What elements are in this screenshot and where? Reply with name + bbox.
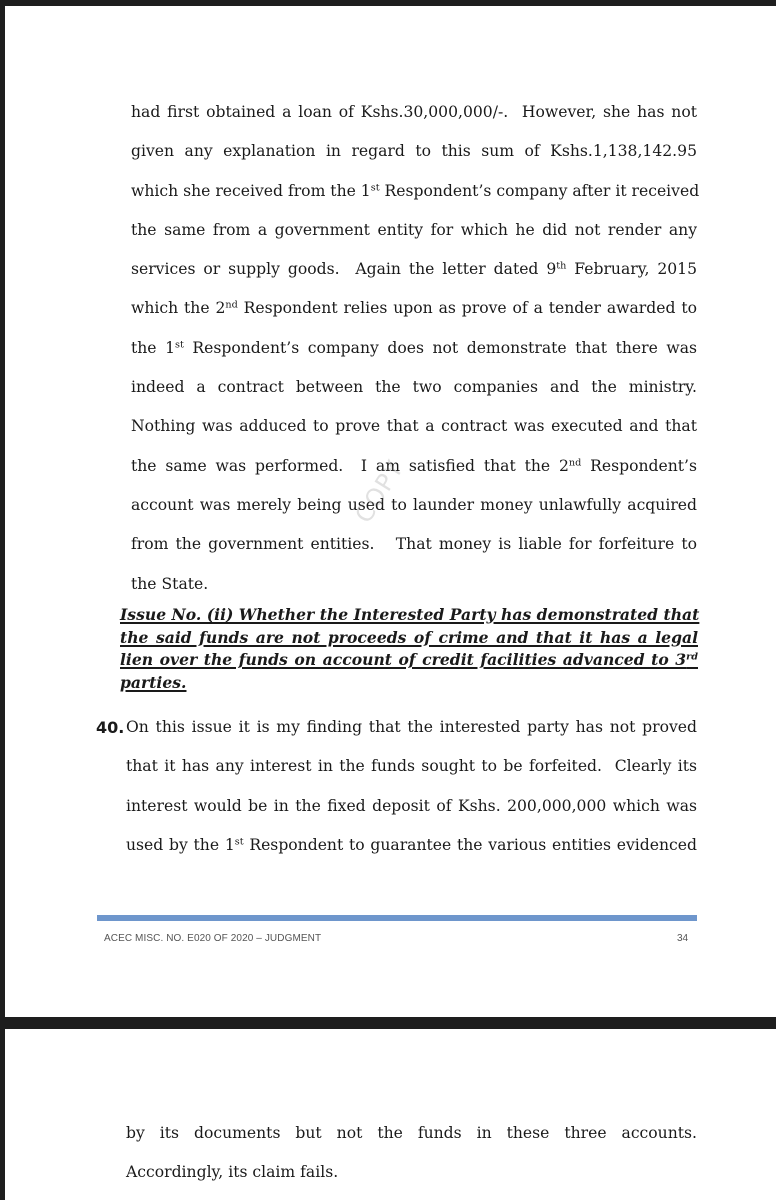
text-segment: Nothing was adduced to prove that a contract was executed and that bbox=[131, 417, 697, 436]
text-segment: Respondent’s company does not demonstrate that there was bbox=[183, 338, 697, 357]
text-segment: Respondent relies upon as prove of a tender awarded to bbox=[237, 299, 697, 318]
text-line bbox=[131, 211, 697, 250]
text-line bbox=[131, 289, 697, 328]
footer-rule bbox=[97, 915, 697, 921]
superscript: nd bbox=[568, 457, 582, 469]
text-segment: the said funds are not proceeds of crime and that it has a legal bbox=[120, 627, 698, 647]
text-line bbox=[120, 627, 698, 650]
text-segment: the same from a government entity for which he did not render any bbox=[131, 220, 697, 239]
text-line bbox=[126, 1153, 697, 1192]
text-segment: Respondent’s bbox=[581, 456, 698, 475]
text-line bbox=[120, 604, 698, 627]
text-line bbox=[126, 747, 697, 786]
text-line bbox=[131, 132, 697, 171]
text-line bbox=[131, 486, 697, 525]
text-line bbox=[131, 172, 700, 211]
text-segment: services or supply goods. Again the letter dated 9 bbox=[131, 260, 557, 279]
footer-page-number: 34 bbox=[677, 933, 689, 944]
text-segment: indeed a contract between the two companies and the ministry. bbox=[131, 378, 697, 397]
text-segment: by its documents but not the funds in these three accounts. bbox=[126, 1124, 697, 1142]
text-segment: account was merely being used to launder money unlawfully acquired bbox=[131, 495, 697, 514]
text-line bbox=[120, 672, 698, 695]
superscript: th bbox=[556, 260, 567, 272]
text-segment: the 1 bbox=[131, 338, 175, 357]
text-segment: Issue No. (ii) Whether the Interested Party has demonstrated that bbox=[120, 605, 700, 624]
text-segment: Accordingly, its claim fails. bbox=[126, 1163, 339, 1182]
text-line bbox=[131, 565, 697, 604]
text-segment: the State. bbox=[131, 574, 209, 593]
text-segment: from the government entities. That money is liable for forfeiture to bbox=[131, 535, 697, 554]
paragraph-number-40: 40. bbox=[96, 718, 125, 737]
text-line bbox=[126, 708, 697, 747]
issue-heading bbox=[120, 604, 698, 694]
text-line bbox=[131, 93, 697, 132]
text-line bbox=[131, 329, 697, 368]
document-page-34 bbox=[5, 6, 776, 1017]
text-segment: February, 2015 bbox=[566, 260, 698, 279]
text-segment: had first obtained a loan of Kshs.30,000,000/-. However, she has not bbox=[131, 103, 697, 121]
text-segment: the same was performed. I am satisfied that the 2 bbox=[131, 456, 569, 475]
superscript: rd bbox=[686, 651, 698, 663]
text-line bbox=[126, 826, 697, 865]
text-segment: interest would be in the fixed deposit of Kshs. 200,000,000 which was bbox=[126, 796, 697, 815]
text-line bbox=[131, 525, 697, 564]
copy-watermark: COPY bbox=[349, 455, 410, 528]
text-segment: which the 2 bbox=[131, 299, 226, 318]
superscript: st bbox=[234, 836, 244, 848]
document-page-35 bbox=[5, 1029, 776, 1200]
text-line bbox=[131, 407, 697, 446]
text-segment: given any explanation in regard to this sum of Kshs.1,138,142.95 bbox=[131, 142, 697, 161]
superscript: st bbox=[370, 182, 380, 194]
text-segment: lien over the funds on account of credit facilities advanced to 3 bbox=[120, 650, 687, 670]
text-line bbox=[131, 368, 697, 407]
superscript: nd bbox=[225, 300, 238, 312]
text-segment: which she received from the 1 bbox=[131, 181, 371, 200]
superscript: st bbox=[175, 339, 184, 351]
text-line bbox=[126, 1114, 697, 1153]
text-segment: that it has any interest in the funds sought to be forfeited. Clearly its bbox=[126, 757, 697, 776]
footer-case-reference: ACEC MISC. NO. E020 OF 2020 – JUDGMENT bbox=[104, 933, 322, 944]
text-segment: used by the 1 bbox=[126, 835, 235, 854]
text-line bbox=[131, 250, 697, 289]
text-segment: parties. bbox=[120, 672, 187, 692]
paragraph-40 bbox=[126, 708, 697, 865]
text-segment: On this issue it is my finding that the interested party has not proved bbox=[126, 718, 697, 736]
continuation-paragraph-page-2 bbox=[126, 1114, 697, 1193]
text-line bbox=[126, 787, 697, 826]
text-segment: Respondent to guarantee the various entities evidenced bbox=[243, 835, 697, 854]
continuation-paragraph bbox=[131, 93, 700, 604]
text-segment: Respondent’s company after it received bbox=[379, 181, 700, 200]
text-line bbox=[120, 649, 698, 672]
